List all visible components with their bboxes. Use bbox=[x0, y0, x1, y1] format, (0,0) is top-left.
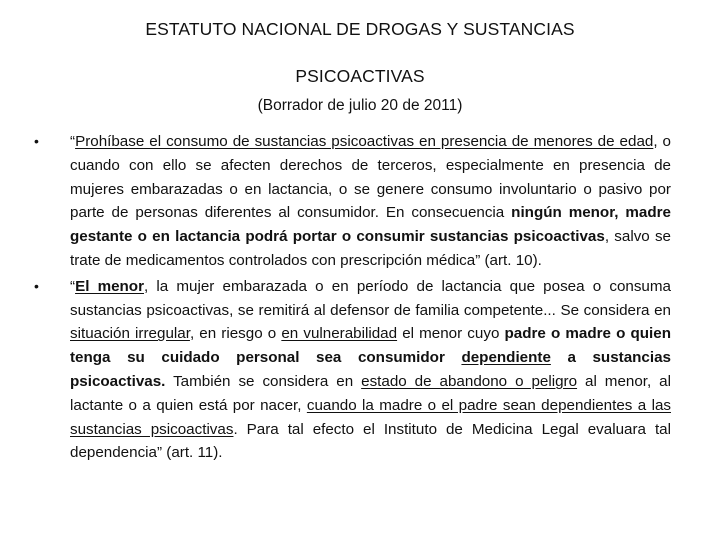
bold-text: ningún menor, madre gestante o en lactancia podrá portar o consumir sustancias psicoactivas bbox=[70, 204, 671, 246]
underlined-text: Prohíbase el consumo de sustancias psicoactivas en presencia de menores de edad bbox=[75, 133, 654, 150]
bullet-dot-icon: • bbox=[34, 133, 39, 149]
bold-text: padre o madre o quien tenga su cuidado personal sea consumidor bbox=[70, 325, 671, 367]
document-title-line-2: PSICOACTIVAS bbox=[295, 66, 425, 86]
bullet-text: “Prohíbase el consumo de sustancias psicoactivas en presencia de menores de edad, o cuando con ello se afecten derechos de terceros, especialmente en presencia de mujeres embarazadas o en lactancia, o se genere consumo involuntario o pasivo por parte de personas diferentes al consumidor. En consecuencia ningún menor, madre gestante o en lactancia podrá portar o consumir sustancias psicoactivas, salvo se trate de medicamentos controlados con prescripción médica” (art. 10). bbox=[70, 133, 671, 269]
bold-text: a sustancias psicoactivas. bbox=[70, 349, 671, 390]
bullet-item-art-10 bbox=[0, 130, 720, 273]
document-title-line-1: ESTATUTO NACIONAL DE DROGAS Y SUSTANCIAS bbox=[145, 19, 575, 39]
bullet-text: “El menor, la mujer embarazada o en período de lactancia que posea o consuma sustancias psicoactivas, se remitirá al defensor de familia competente... Se considera en situación irregular, en riesgo o en vulnerabilidad el menor cuyo padre o madre o quien tenga su cuidado personal sea consumidor dependiente a sustancias psicoactivas. También se considera en estado de abandono o peligro al menor, al lactante o a quien está por nacer, cuando la madre o el padre sean dependientes a las sustancias psicoactivas. Para tal efecto el Instituto de Medicina Legal evaluara tal dependencia” (art. 11). bbox=[70, 277, 672, 462]
bullet-list bbox=[0, 130, 720, 467]
underlined-text: cuando la madre o el padre sean dependientes a las sustancias psicoactivas bbox=[70, 396, 671, 438]
underlined-text: estado de abandono o peligro bbox=[361, 372, 578, 390]
underlined-text: situación irregular bbox=[70, 325, 190, 343]
underlined-text: en vulnerabilidad bbox=[281, 325, 398, 343]
underlined-text: dependiente bbox=[461, 349, 551, 367]
document-subtitle: (Borrador de julio 20 de 2011) bbox=[257, 97, 463, 114]
bullet-dot-icon: • bbox=[34, 277, 39, 294]
underlined-text: El menor bbox=[75, 277, 144, 295]
bullet-item-art-11 bbox=[0, 275, 720, 465]
